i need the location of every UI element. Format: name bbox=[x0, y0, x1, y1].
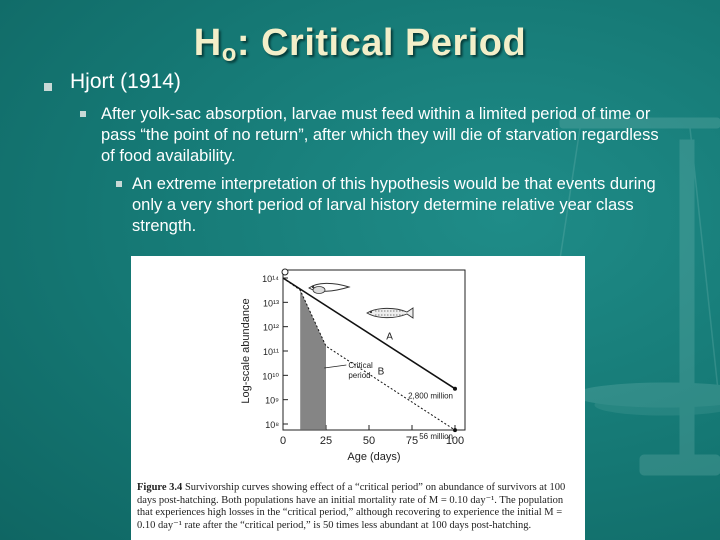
bullet-marker bbox=[116, 181, 122, 187]
critical-period-shading bbox=[300, 290, 326, 430]
y-tick-label: 10¹¹ bbox=[262, 347, 279, 357]
larva-juvenile-icon bbox=[367, 308, 413, 318]
survivorship-figure bbox=[131, 256, 585, 540]
y-tick-label: 10¹⁰ bbox=[262, 371, 279, 382]
y-tick-label: 10¹³ bbox=[262, 298, 279, 309]
y-axis-label: Log-scale abundance bbox=[240, 298, 252, 404]
annotation-critical-period: period bbox=[348, 371, 371, 381]
survivorship-chart bbox=[131, 256, 585, 478]
series-name-label: A bbox=[386, 331, 393, 343]
y-tick-label: 10¹² bbox=[262, 322, 279, 333]
annotation-critical-period: Critical bbox=[348, 361, 373, 371]
y-tick-label: 10⁸ bbox=[265, 420, 279, 430]
start-point bbox=[282, 269, 288, 275]
annotation-pointer bbox=[324, 365, 346, 368]
x-tick-label: 100 bbox=[445, 435, 465, 447]
series-name-label: B bbox=[377, 366, 385, 378]
bullet-yolk-sac: After yolk-sac absorption, larvae must feed within a limited period of time or pass “the point of no return”, after which they will die of starvation regardless of food availability. bbox=[101, 105, 659, 165]
x-axis-label: Age (days) bbox=[347, 451, 401, 463]
larva-with-yolk-sac-icon bbox=[309, 283, 349, 293]
x-tick-label: 25 bbox=[319, 435, 333, 447]
series-end-point bbox=[453, 428, 457, 432]
series-end-label: 2,800 million bbox=[408, 391, 453, 401]
series-end-point bbox=[453, 387, 457, 391]
x-tick-label: 75 bbox=[405, 435, 419, 447]
y-tick-label: 10¹⁴ bbox=[262, 274, 279, 284]
figure-caption: Figure 3.4 Survivorship curves showing effect of a “critical period” on abundance of survivors at 100 days post-hatching. Both populations have an initial mortality rate of M = 0.10 day⁻¹. The population that experiences high losses in the “critical period,” although recovering to experience the initial M = 0.10 day⁻¹ rate after the “critical period,” is 50 times less abundant at 100 days post-hatching. bbox=[137, 482, 566, 531]
x-tick-label: 0 bbox=[279, 435, 287, 447]
bullet-marker bbox=[80, 111, 86, 117]
bullet-hjort: Hjort (1914) bbox=[70, 70, 181, 93]
y-tick-label: 10⁹ bbox=[265, 395, 279, 406]
series-end-label: 56 million bbox=[419, 432, 453, 442]
bullet-marker bbox=[44, 83, 52, 91]
x-tick-label: 50 bbox=[362, 435, 376, 447]
bullet-extreme-interpretation: An extreme interpretation of this hypothesis would be that events during only a very short period of larval history determine relative year class strength. bbox=[132, 175, 656, 235]
slide-title: $H_o$: Critical Period bbox=[193, 22, 527, 67]
